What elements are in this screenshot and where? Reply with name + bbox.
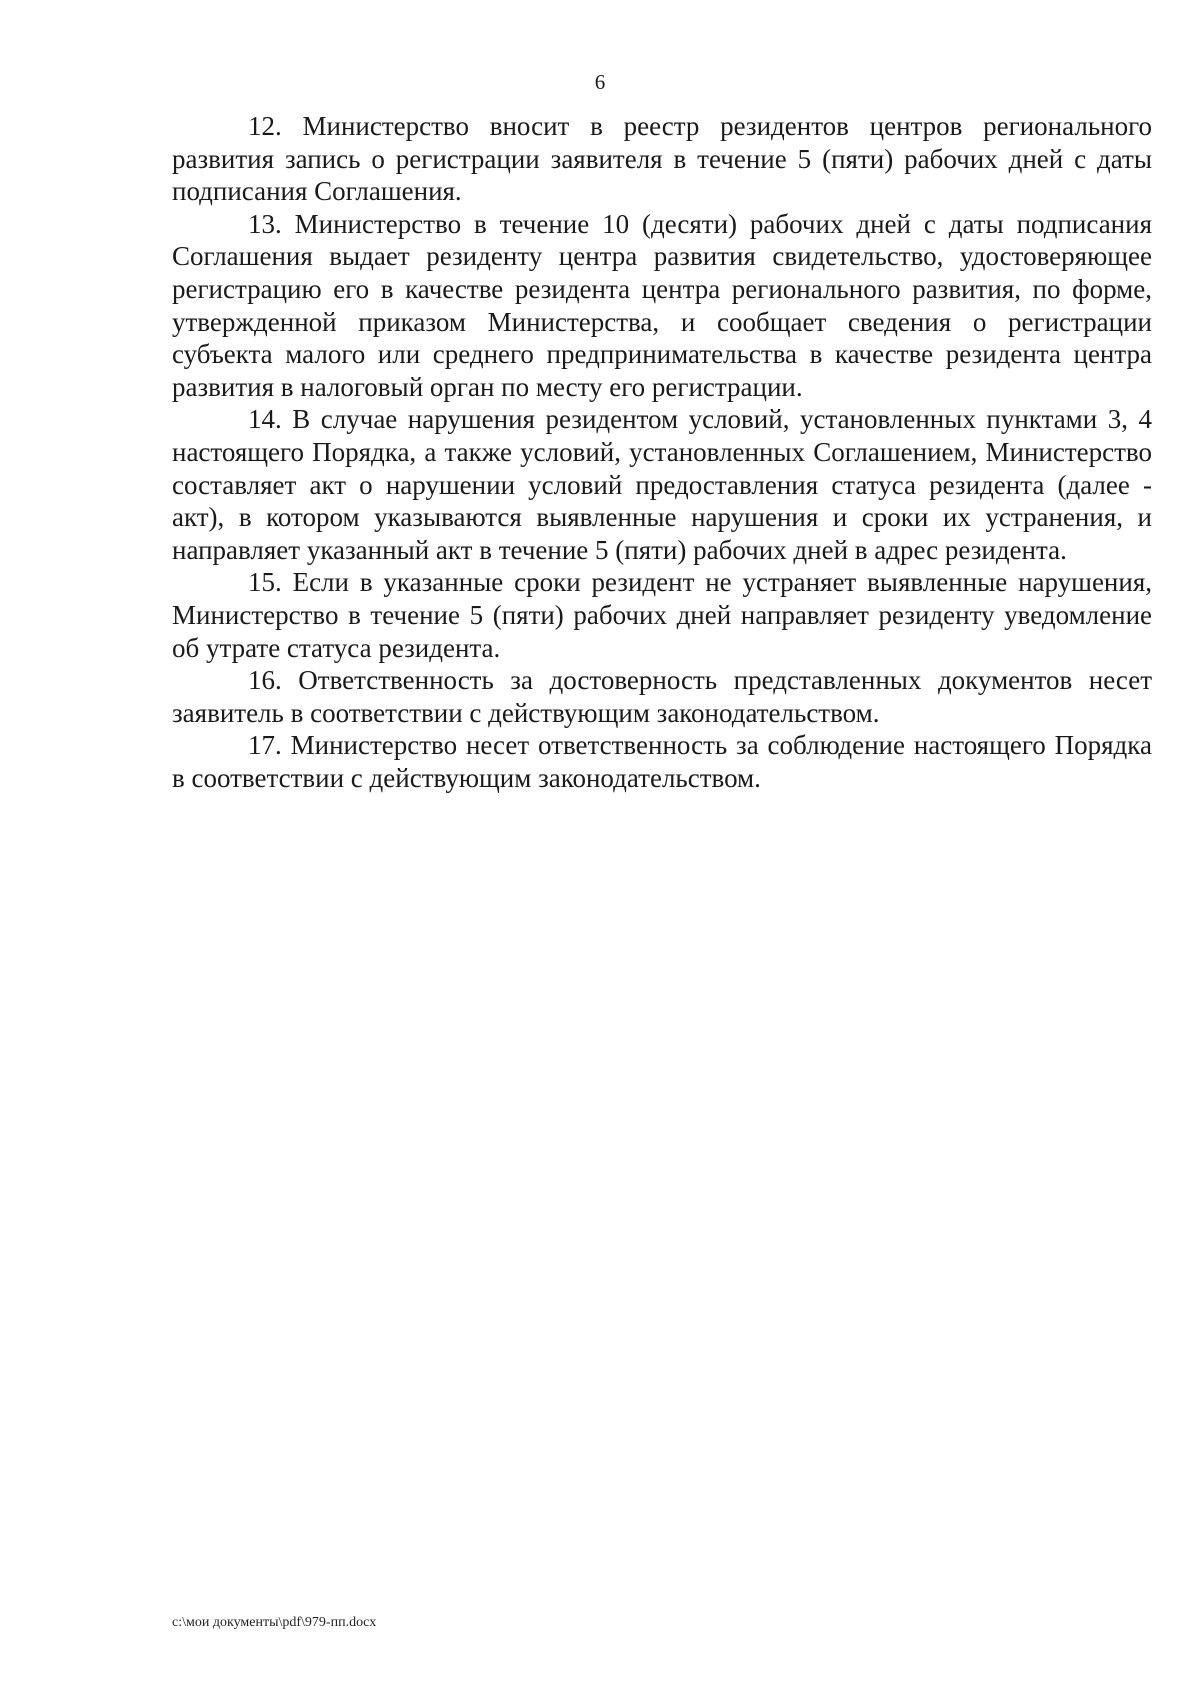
document-body	[172, 110, 1152, 794]
page-number: 6	[594, 70, 606, 94]
paragraph-15: 15. Если в указанные сроки резидент не устраняет выявленные нарушения, Министерство в течение 5 (пяти) рабочих дней направляет резиденту уведомление об утрате статуса резидента.	[172, 567, 1152, 663]
paragraph-12: 12. Министерство вносит в реестр резидентов центров регионального развития запись о регистрации заявителя в течение 5 (пяти) рабочих дней с даты подписания Соглашения.	[172, 111, 1152, 207]
paragraph-16: 16. Ответственность за достоверность представленных документов несет заявитель в соответствии с действующим законодательством.	[172, 665, 1152, 728]
footer-file-path: c:\мои документы\pdf\979-пп.docx	[172, 1615, 377, 1630]
paragraph-17: 17. Министерство несет ответственность за соблюдение настоящего Порядка в соответствии с действующим законодательством.	[172, 730, 1152, 793]
paragraph-13: 13. Министерство в течение 10 (десяти) рабочих дней с даты подписания Соглашения выдает резиденту центра развития свидетельство, удостоверяющее регистрацию его в качестве резидента центра регионального развития, по форме, утвержденной приказом Министерства, и сообщает сведения о регистрации субъекта малого или среднего предпринимательства в качестве резидента центра развития в налоговый орган по месту его регистрации.	[172, 208, 1152, 402]
paragraph-14: 14. В случае нарушения резидентом условий, установленных пунктами 3, 4 настоящего Порядка, а также условий, установленных Соглашением, Министерство составляет акт о нарушении условий предоставления статуса резидента (далее - акт), в котором указываются выявленные нарушения и сроки их устранения, и направляет указанный акт в течение 5 (пяти) рабочих дней в адрес резидента.	[172, 404, 1152, 565]
